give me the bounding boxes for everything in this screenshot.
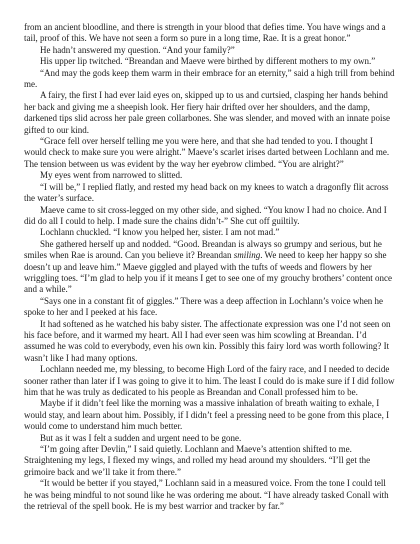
paragraph: Lochlann needed me, my blessing, to become High Lord of the fairy race, and I needed to decide sooner rather than later if I was going to give it to him. The least I could do is make sure if I did follow him that he was truly as dedicated to his people as Breandan and Conall professed him to be. (24, 364, 395, 397)
paragraph: My eyes went from narrowed to slitted. (40, 170, 183, 181)
paragraph: “It would be better if you stayed,” Lochlann said in a measured voice. From the tone I could tell he was being mindful to not sound like he was ordering me about. “I have already tasked Conall with the retrieval of the spell book. He is my best warrior and tracker by far.” (24, 478, 389, 512)
paragraph: He hadn’t answered my question. “And your family?” (40, 44, 235, 55)
paragraph: A fairy, the first I had ever laid eyes on, skipped up to us and curtsied, clasping her hands behind her back and giving me a sheepish look. Her fiery hair drifted over her shoulders, and the damp, darkened tips slid across her pale green collarbones. She was slender, and moved with an innate poise gifted to our kind. (24, 90, 391, 135)
paragraph: “Says one in a constant fit of giggles.” There was a deep affection in Lochlann’s voice when he spoke to her and I peeked at his face. (24, 295, 384, 318)
paragraph: Maybe if it didn’t feel like the morning was a massive inhalation of breath waiting to exhale, I would stay, and learn about him. Possibly, if I didn’t feel a pressing need to be gone from this place, I would come to understand him much better. (24, 398, 390, 432)
paragraph: His upper lip twitched. “Breandan and Maeve were birthed by different mothers to my own.” (40, 56, 376, 67)
paragraph: She gathered herself up and nodded. “Good. Breandan is always so grumpy and serious, but he smiles when Rae is around. Can you believe it? Breandan smiling. We need to keep her happy so she doesn’t up and leave him.” Maeve giggled and played with the tufts of weeds and flowers by her wriggling toes. “I’m glad to help you if it means I get to see one of my grouchy brothers’ content once and a while.” (24, 238, 392, 295)
paragraph: It had softened as he watched his baby sister. The affectionate expression was one I’d not seen on his face before, and it warmed my heart. All I had ever seen was him scowling at Breandan. I’d assumed he was cold to everybody, even his own kin. Possibly this fairy lord was worth following? It wasn’t like I had many options. (24, 318, 391, 363)
paragraph: “And may the gods keep them warm in their embrace for an eternity,” said a high trill from behind me. (24, 67, 395, 90)
paragraph: from an ancient bloodline, and there is strength in your blood that defies time. You have wings and a tail, proof of this. We have not seen a form so pure in a long time, Rae. It is a great honor.” (24, 22, 386, 44)
paragraph: Lochlann chuckled. “I know you helped her, sister. I am not mad.” (40, 227, 280, 238)
paragraph: Maeve came to sit cross-legged on my other side, and sighed. “You know I had no choice. And I did do all I could to help. I made sure the chains didn’t-” She cut off guiltily. (24, 204, 387, 226)
emphasis: smiling (233, 250, 261, 261)
paragraph: “I’m going after Devlin,” I said quietly. Lochlann and Maeve’s attention shifted to me. Straightening my legs, I flexed my wings, and rolled my head around my shoulders. “I’ll get the grimoire back and we’ll take it from there.” (24, 444, 371, 477)
paragraph: “Grace fell over herself telling me you were here, and that she had tended to you. I thought I would check to make sure you were alright.” Maeve’s scarlet irises darted between Lochlann and me. The tension between us was evident by the way her eyebrow climbed. “You are alright?” (24, 136, 390, 169)
paragraph: But as it was I felt a sudden and urgent need to be gone. (40, 432, 242, 443)
paragraph: “I will be,” I replied flatly, and rested my head back on my knees to watch a dragonfly flit across the water’s surface. (24, 181, 389, 204)
